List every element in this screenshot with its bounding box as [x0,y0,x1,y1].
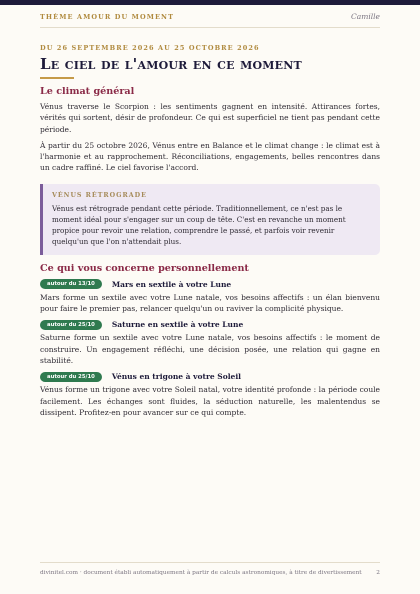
climat-paragraph-2: À partir du 25 octobre 2026, Vénus entre en Balance et le climat change : le climat est à l'harmonie et au rapprochement. Réconciliations, engagements, belles rencontres dans un cadre raffiné. Le ciel favorise l'accord. [40,140,380,173]
personal-heading: Ce qui vous concerne personnellement [40,262,249,274]
title-accent-rule [40,77,74,79]
transit-date-badge: autour du 25/10 [40,372,102,382]
transit-text: Mars forme un sextile avec votre Lune natale, vos besoins affectifs : un élan bienvenu pour faire le premier pas, relancer quelqu'un ou raviver la complicité physique. [40,292,380,314]
transit-date-badge: autour du 25/10 [40,320,102,330]
transit-text: Vénus forme un trigone avec votre Soleil natal, votre identité profonde : la période coule facilement. Les échanges sont fluides, la séduction naturelle, les malentendus se dissipent. Profitez-en pour avancer sur ce qui compte. [40,385,380,417]
page-title: Le ciel de l'amour en ce moment [40,55,302,73]
page-header [40,13,380,28]
page-content [40,43,380,418]
transit-title: Mars en sextile à votre Lune [111,279,232,289]
callout-title: VÉNUS RÉTROGRADE [52,191,147,199]
page-footer [40,562,380,583]
top-accent-bar [0,0,420,5]
climat-paragraph-1: Vénus traverse le Scorpion : les sentiments gagnent en intensité. Attirances fortes, vérités qui sortent, désir de profondeur. Ce qui est superficiel ne tient pas pendant cette période. [40,102,380,134]
transit-item [40,318,380,366]
header-theme: THÈME AMOUR DU MOMENT [40,13,175,21]
footer-source: divinitel.com · document établi automatiquement à partir de calculs astronomiques, à titre de divertissement [40,570,362,576]
transit-title: Vénus en trigone à votre Soleil [111,372,242,382]
climat-heading: Le climat général [40,86,135,97]
transit-item [40,278,380,315]
transit-date-badge: autour du 13/10 [40,279,102,289]
page-number: 2 [376,570,380,576]
transit-item [40,370,380,418]
header-name: Camille [351,12,380,21]
transit-text: Saturne forme un sextile avec votre Lune natale, vos besoins affectifs : le moment de construire. Un engagement réfléchi, une décision posée, une relation qui gagne en stabilité. [40,333,380,365]
retrograde-callout [40,184,380,255]
transit-title: Saturne en sextile à votre Lune [111,320,244,330]
callout-text: Vénus est rétrograde pendant cette période. Traditionnellement, ce n'est pas le moment idéal pour s'engager sur un coup de tête. C'est en revanche un moment propice pour revoir une relation, comprendre le passé, et parfois voir revenir quelqu'un que l'on n'attendait plus. [52,203,346,246]
period-range: DU 26 SEPTEMBRE 2026 AU 25 OCTOBRE 2026 [40,44,260,52]
